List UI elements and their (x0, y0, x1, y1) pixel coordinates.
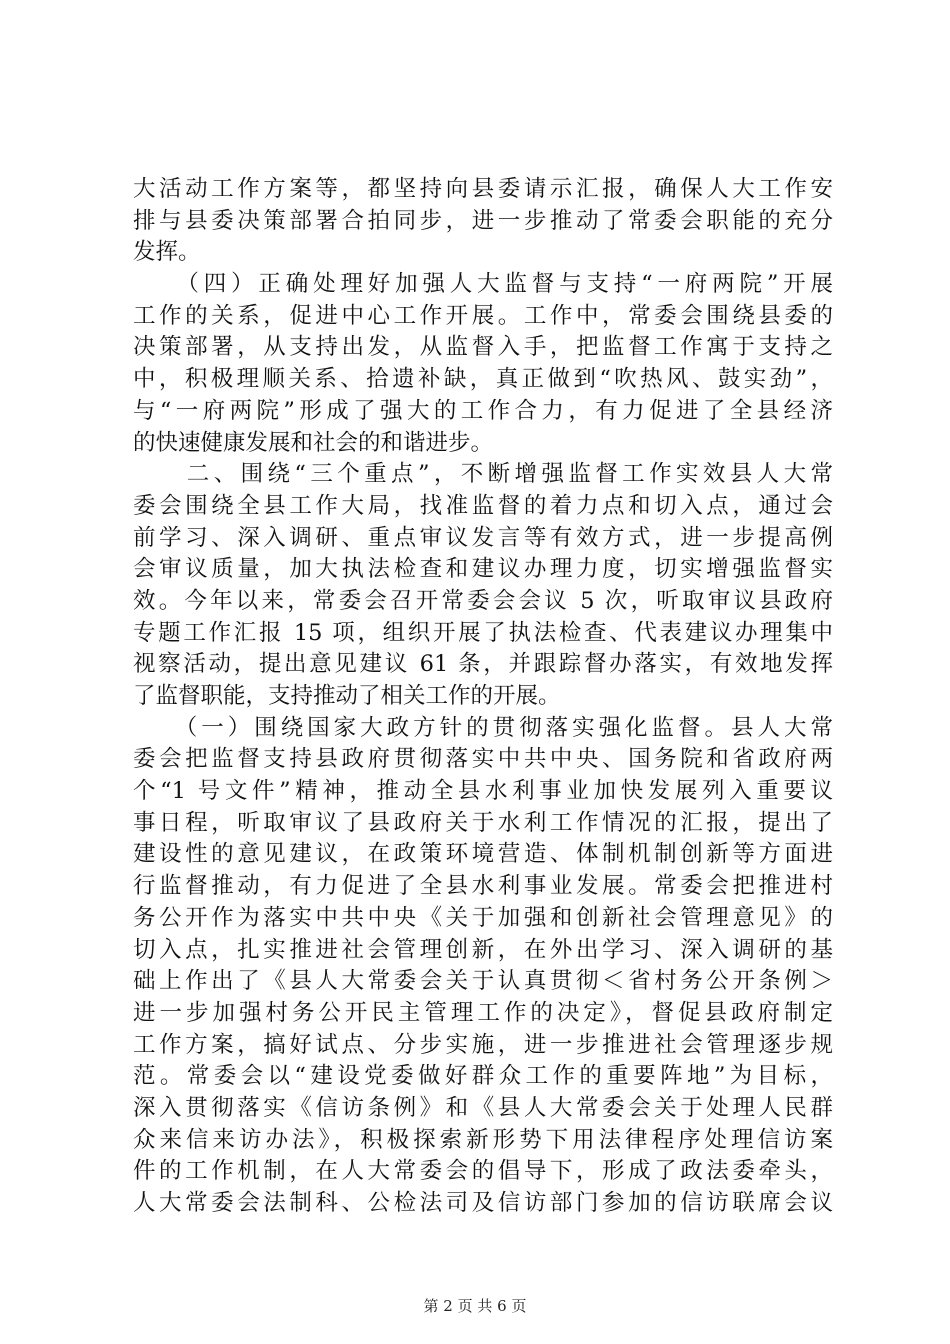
text-line: 排与县委决策部署合拍同步，进一步推动了常委会职能的充分 (133, 207, 833, 234)
text-line: 众来信来访办法》，积极探索新形势下用法律程序处理信访案 (133, 1126, 833, 1153)
text-line: 了监督职能，支持推动了相关工作的开展。 (133, 683, 561, 709)
text-line: 事日程，听取审议了县政府关于水利工作情况的汇报，提出了 (133, 809, 833, 836)
text-line: （一）围绕国家大政方针的贯彻落实强化监督。县人大常 (133, 714, 833, 741)
text-line: 建设性的意见建议，在政策环境营造、体制机制创新等方面进 (133, 841, 833, 868)
text-line: 工作的关系，促进中心工作开展。工作中，常委会围绕县委的 (133, 302, 833, 329)
page-footer: 第 2 页 共 6 页 (423, 1297, 527, 1315)
text-line: 决策部署，从支持出发，从监督入手，把监督工作寓于支持之 (133, 334, 833, 361)
text-line: 会审议质量，加大执法检查和建议办理力度，切实增强监督实 (133, 556, 833, 583)
text-line: 视察活动，提出意见建议 61 条，并跟踪督办落实，有效地发挥 (133, 651, 833, 678)
text-line: 中，积极理顺关系、拾遗补缺，真正做到“吹热风、鼓实劲”， (133, 366, 833, 393)
text-line: 二、围绕“三个重点”，不断增强监督工作实效县人大常 (133, 461, 833, 488)
text-line: 务公开作为落实中共中央《关于加强和创新社会管理意见》的 (133, 904, 833, 931)
text-line: 与“一府两院”形成了强大的工作合力，有力促进了全县经济 (133, 397, 833, 424)
text-line: 人大常委会法制科、公检法司及信访部门参加的信访联席会议 (133, 1190, 833, 1216)
text-line: 深入贯彻落实《信访条例》和《县人大常委会关于处理人民群 (133, 1094, 833, 1121)
text-line: 委会围绕全县工作大局，找准监督的着力点和切入点，通过会 (133, 492, 833, 519)
text-line: 发挥。 (133, 239, 201, 266)
text-line: （四）正确处理好加强人大监督与支持“一府两院”开展 (133, 271, 833, 298)
text-line: 的快速健康发展和社会的和谐进步。 (133, 429, 494, 456)
text-line: 切入点，扎实推进社会管理创新，在外出学习、深入调研的基 (133, 936, 833, 963)
text-line: 委会把监督支持县政府贯彻落实中共中央、国务院和省政府两 (133, 746, 833, 773)
text-line: 件的工作机制，在人大常委会的倡导下，形成了政法委牵头， (133, 1158, 833, 1185)
text-line: 范。常委会以“建设党委做好群众工作的重要阵地”为目标， (133, 1063, 833, 1090)
text-line: 大活动工作方案等，都坚持向县委请示汇报，确保人大工作安 (133, 176, 833, 202)
text-line: 个“1 号文件”精神，推动全县水利事业加快发展列入重要议 (133, 778, 833, 805)
text-line: 础上作出了《县人大常委会关于认真贯彻＜省村务公开条例＞ (133, 968, 833, 995)
text-line: 前学习、深入调研、重点审议发言等有效方式，进一步提高例 (133, 524, 833, 551)
text-line: 专题工作汇报 15 项，组织开展了执法检查、代表建议办理集中 (133, 619, 833, 646)
text-line: 效。今年以来，常委会召开常委会会议 5 次，听取审议县政府 (133, 587, 833, 614)
text-line: 行监督推动，有力促进了全县水利事业发展。常委会把推进村 (133, 873, 833, 900)
document-body (133, 174, 833, 1220)
text-line: 工作方案，搞好试点、分步实施，进一步推进社会管理逐步规 (133, 1031, 833, 1058)
text-line: 进一步加强村务公开民主管理工作的决定》，督促县政府制定 (133, 999, 833, 1026)
